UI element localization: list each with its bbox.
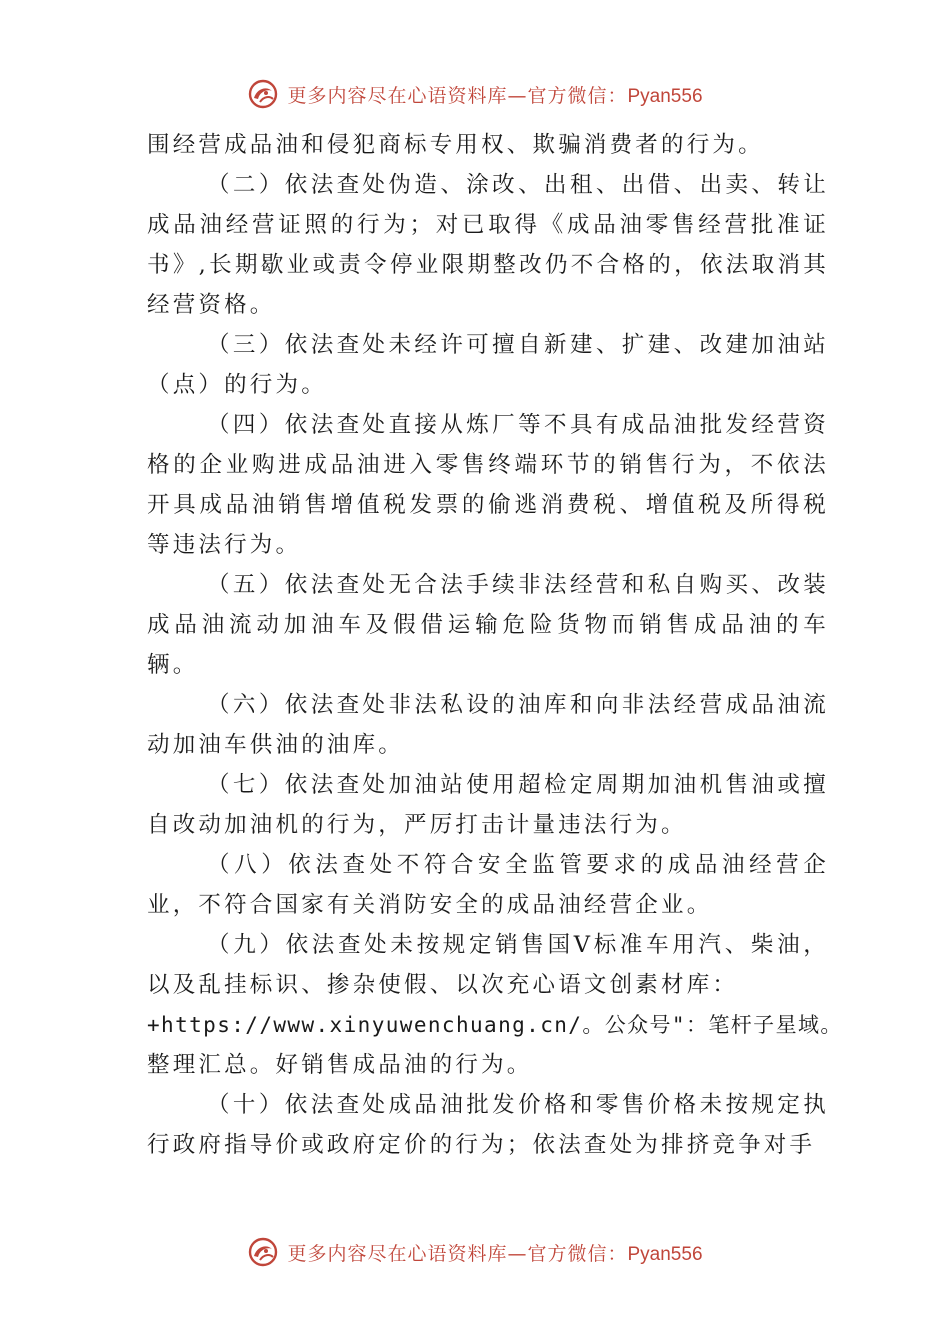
paragraph-continuation: 围经营成品油和侵犯商标专用权、欺骗消费者的行为。 xyxy=(147,132,764,158)
banner-text: 更多内容尽在心语资料库—官方微信：Pyan556 xyxy=(287,1242,703,1265)
paragraph-item-4: （四）依法查处直接从炼厂等不具有成品油批发经营资格的企业购进成品油进入零售终端环节的销售行为，不依法开具成品油销售增值税发票的偷逃消费税、增值税及所得税等违法行为。 xyxy=(147,412,829,558)
paragraph-item-10: （十）依法查处成品油批发价格和零售价格未按规定执行政府指导价或政府定价的行为；依法查处为排挤竞争对手 xyxy=(147,1092,829,1158)
paragraph-item-3: （三）依法查处未经许可擅自新建、扩建、改建加油站（点）的行为。 xyxy=(147,332,829,398)
footer-banner xyxy=(0,1230,950,1274)
wechat-id: Pyan556 xyxy=(627,1243,703,1265)
source-url-line: +https://www.xinyuwenchuang.cn/。公众号"：笔杆子星域。 xyxy=(147,1013,843,1037)
paragraph-item-9: （九）依法查处未按规定销售国Ⅴ标准车用汽、柴油，以及乱挂标识、掺杂使假、以次充心语文创素材库： xyxy=(147,932,829,998)
banner-text: 更多内容尽在心语资料库—官方微信：Pyan556 xyxy=(287,84,703,107)
paragraph-item-6: （六）依法查处非法私设的油库和向非法经营成品油流动加油车供油的油库。 xyxy=(147,692,829,758)
paragraph-item-7: （七）依法查处加油站使用超检定周期加油机售油或擅自改动加油机的行为，严厉打击计量违法行为。 xyxy=(147,772,829,838)
document-body xyxy=(147,125,843,1165)
paragraph-item-2: （二）依法查处伪造、涂改、出租、出借、出卖、转让成品油经营证照的行为；对已取得《成品油零售经营批准证书》,长期歇业或责令停业限期整改仍不合格的，依法取消其经营资格。 xyxy=(147,172,829,318)
swirl-logo-icon xyxy=(247,78,279,110)
paragraph-item-5: （五）依法查处无合法手续非法经营和私自购买、改装成品油流动加油车及假借运输危险货物而销售成品油的车辆。 xyxy=(147,572,829,678)
wechat-id: Pyan556 xyxy=(627,85,703,107)
paragraph-item-8: （八）依法查处不符合安全监管要求的成品油经营企业，不符合国家有关消防安全的成品油经营企业。 xyxy=(147,852,829,918)
swirl-logo-icon xyxy=(247,1236,279,1268)
header-banner xyxy=(0,72,950,116)
paragraph-item-9-end: 整理汇总。好销售成品油的行为。 xyxy=(147,1052,533,1078)
